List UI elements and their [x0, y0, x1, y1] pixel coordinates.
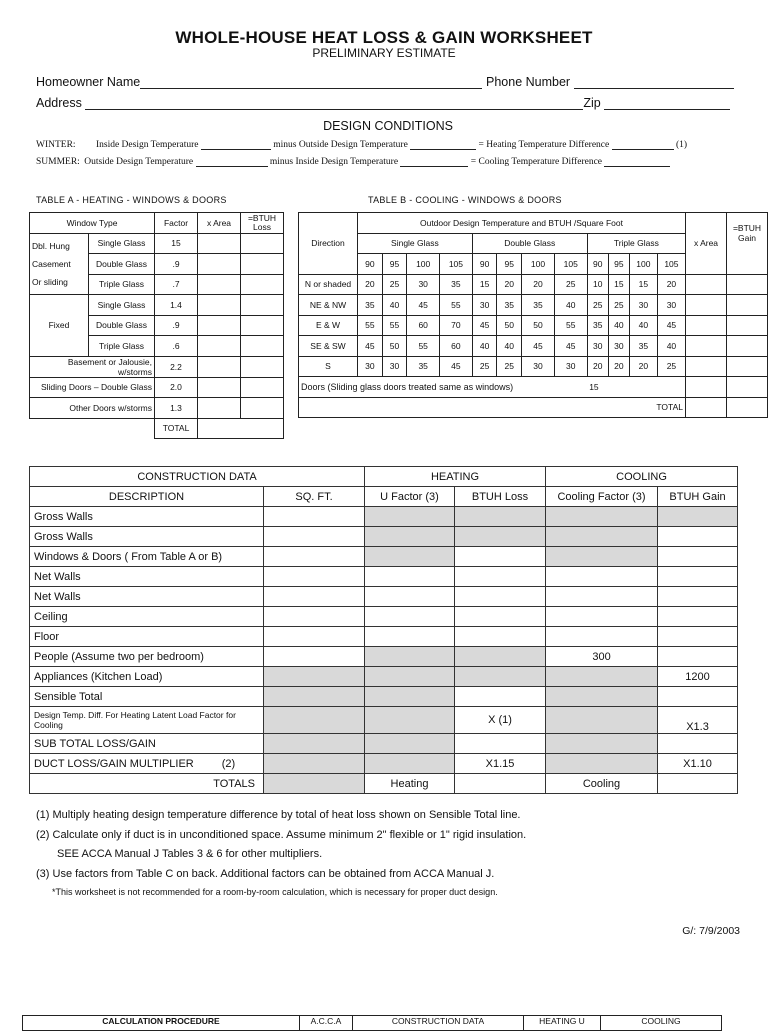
table-b-area-cell[interactable]: [686, 274, 727, 295]
shaded-cell: [455, 667, 546, 687]
homeowner-label: Homeowner Name: [36, 75, 141, 89]
direction-cell: E & W: [299, 315, 358, 336]
group-label: Or sliding: [32, 276, 68, 287]
input-cell[interactable]: [658, 587, 738, 607]
temp-header: 100: [629, 254, 657, 275]
table-b-gain-cell[interactable]: [727, 274, 768, 295]
table-b-row: [299, 274, 768, 295]
table-a-header-window-type: Window Type: [30, 213, 155, 234]
input-cell[interactable]: [658, 607, 738, 627]
value-cell: 20: [358, 274, 383, 295]
table-a-factor: .6: [155, 336, 198, 357]
input-cell[interactable]: [658, 547, 738, 567]
col-cooling-factor: Cooling Factor (3): [546, 487, 658, 507]
input-cell[interactable]: [264, 587, 365, 607]
table-a-loss-cell[interactable]: [241, 398, 284, 419]
table-a-loss-cell[interactable]: [241, 295, 284, 316]
shaded-cell: [365, 734, 455, 754]
row-label: SUB TOTAL LOSS/GAIN: [30, 734, 264, 754]
value-cell: 55: [440, 295, 473, 316]
acca-header: A.C.C.A: [300, 1016, 353, 1031]
table-a-area-cell[interactable]: [198, 398, 241, 419]
table-b-area-cell[interactable]: [686, 356, 727, 377]
value-cell: 35: [629, 336, 657, 357]
temp-header: 105: [440, 254, 473, 275]
shaded-cell: [546, 507, 658, 527]
value-cell: 30: [629, 295, 657, 316]
input-cell[interactable]: [658, 734, 738, 754]
value-cell: 30: [382, 356, 407, 377]
row-label: Gross Walls: [30, 507, 264, 527]
phone-row: [486, 75, 734, 89]
table-a-factor: .7: [155, 274, 198, 295]
direction-cell: S: [299, 356, 358, 377]
cooling-bottom-header: COOLING: [601, 1016, 722, 1031]
table-a-header-x-area: x Area: [198, 213, 241, 234]
input-cell[interactable]: [658, 527, 738, 547]
phone-label: Phone Number: [486, 75, 571, 89]
shaded-cell: [365, 507, 455, 527]
shaded-cell: [546, 667, 658, 687]
value-cell: 60: [407, 315, 440, 336]
winter-inside-temp-label: Inside Design Temperature: [95, 140, 199, 150]
input-cell[interactable]: [546, 567, 658, 587]
input-cell[interactable]: [546, 587, 658, 607]
value-cell: 40: [472, 336, 497, 357]
value-cell: 35: [407, 356, 440, 377]
shaded-cell: [546, 527, 658, 547]
input-cell[interactable]: [658, 627, 738, 647]
table-a-type: Double Glass: [89, 254, 155, 275]
address-field[interactable]: [85, 97, 583, 110]
value-cell: 25: [554, 274, 587, 295]
shaded-cell: [546, 707, 658, 734]
shaded-cell: [455, 527, 546, 547]
value-cell: 20: [497, 274, 522, 295]
table-a-factor: .9: [155, 315, 198, 336]
address-row: [36, 96, 730, 110]
table-a-loss-cell[interactable]: [241, 336, 284, 357]
value-cell: 40: [497, 336, 522, 357]
shaded-cell: [365, 707, 455, 734]
value-cell: 30: [407, 274, 440, 295]
table-a-loss-cell[interactable]: [241, 356, 284, 377]
table-a-loss-cell[interactable]: [241, 377, 284, 398]
calculation-procedure-table: [22, 1015, 722, 1031]
table-b: [298, 212, 768, 418]
totals-cooling: Cooling: [546, 774, 658, 794]
table-a-loss-cell[interactable]: [241, 315, 284, 336]
table-b-gain-cell[interactable]: [727, 377, 768, 398]
table-b-total-gain-cell[interactable]: [727, 397, 768, 418]
row-label: People (Assume two per bedroom): [30, 647, 264, 667]
table-a-total-label: TOTAL: [155, 418, 198, 439]
homeowner-name-field[interactable]: [140, 76, 482, 89]
table-a-group-fixed: Fixed: [30, 295, 89, 357]
table-a-total-cell[interactable]: [198, 418, 284, 439]
input-cell[interactable]: [455, 587, 546, 607]
table-b-row: [299, 295, 768, 316]
input-cell[interactable]: [264, 627, 365, 647]
shaded-cell: [546, 734, 658, 754]
value-cell: 55: [358, 315, 383, 336]
input-cell[interactable]: [455, 734, 546, 754]
construction-data-header: CONSTRUCTION DATA: [30, 467, 365, 487]
value-cell: 60: [440, 336, 473, 357]
disclaimer: *This worksheet is not recommended for a room-by-room calculation, which is necessary for proper duct design.: [52, 887, 498, 897]
table-b-caption: TABLE B - COOLING - WINDOWS & DOORS: [368, 195, 562, 205]
input-cell[interactable]: [264, 607, 365, 627]
zip-label: Zip: [583, 96, 601, 110]
input-cell[interactable]: [546, 607, 658, 627]
row-label: Floor: [30, 627, 264, 647]
value-cell: 25: [382, 274, 407, 295]
value-cell: 50: [382, 336, 407, 357]
value-cell: 30: [587, 336, 608, 357]
summer-label: SUMMER:: [36, 157, 80, 167]
table-a-type: Triple Glass: [89, 274, 155, 295]
input-cell[interactable]: [264, 507, 365, 527]
shaded-cell: [264, 687, 365, 707]
shaded-cell: [455, 507, 546, 527]
value-cell: 35: [522, 295, 555, 316]
table-b-direction-header: Direction: [299, 213, 358, 275]
value-cell: 40: [382, 295, 407, 316]
temp-header: 100: [407, 254, 440, 275]
heating-temp-diff-label: = Heating Temperature Difference: [478, 140, 610, 150]
design-conditions-title: DESIGN CONDITIONS: [323, 119, 453, 133]
value-cell: 25: [587, 295, 608, 316]
input-cell[interactable]: [455, 774, 546, 794]
table-b-gain-cell[interactable]: [727, 295, 768, 316]
table-a-type: Triple Glass: [89, 336, 155, 357]
table-b-total-area-cell[interactable]: [686, 397, 727, 418]
note-1: (1) Multiply heating design temperature difference by total of heat loss shown on Sensible Total line.: [36, 809, 521, 821]
temp-header: 90: [587, 254, 608, 275]
value-cell: 20: [629, 356, 657, 377]
col-btuh-loss: BTUH Loss: [455, 487, 546, 507]
summer-inside-temp-field[interactable]: [400, 157, 468, 167]
input-cell[interactable]: [658, 647, 738, 667]
value-cell: 50: [497, 315, 522, 336]
shaded-cell: [365, 647, 455, 667]
table-b-doors-value: 15: [587, 377, 685, 398]
temp-header: 95: [608, 254, 629, 275]
duct-label: DUCT LOSS/GAIN MULTIPLIER: [34, 757, 194, 770]
value-cell: 30: [554, 356, 587, 377]
value-cell: 55: [382, 315, 407, 336]
value-cell: 20: [522, 274, 555, 295]
heating-header: HEATING: [365, 467, 546, 487]
input-cell[interactable]: [455, 687, 546, 707]
value-cell: 15: [608, 274, 629, 295]
shaded-cell: [365, 547, 455, 567]
shaded-cell: [365, 687, 455, 707]
value-cell: 10: [587, 274, 608, 295]
value-cell: 45: [472, 315, 497, 336]
winter-inside-temp-field[interactable]: [201, 140, 271, 150]
table-a-loss-cell[interactable]: [241, 254, 284, 275]
value-cell: 40: [657, 336, 685, 357]
temp-header: 95: [497, 254, 522, 275]
address-label: Address: [36, 96, 82, 110]
table-b-btuh-gain-header: =BTUH Gain: [727, 213, 768, 275]
row-label: Net Walls: [30, 567, 264, 587]
shaded-cell: [365, 527, 455, 547]
shaded-cell: [264, 774, 365, 794]
homeowner-row: [36, 75, 482, 89]
value-cell: 50: [522, 315, 555, 336]
duct-cooling-multiplier: X1.10: [658, 754, 738, 774]
group-label: Dbl. Hung: [32, 240, 70, 251]
col-sq-ft: SQ. FT.: [264, 487, 365, 507]
table-a-type: Single Glass: [89, 233, 155, 254]
value-cell: 25: [497, 356, 522, 377]
shaded-cell: [264, 707, 365, 734]
value-cell: 70: [440, 315, 473, 336]
input-cell[interactable]: [264, 547, 365, 567]
duct-heating-multiplier: X1.15: [455, 754, 546, 774]
input-cell[interactable]: [658, 687, 738, 707]
shaded-cell: [365, 754, 455, 774]
row-label: Sensible Total: [30, 687, 264, 707]
note-3: (3) Use factors from Table C on back. Additional factors can be obtained from ACCA Manual J.: [36, 867, 495, 880]
latent-cooling: X1.3: [658, 707, 738, 734]
table-a-area-cell[interactable]: [198, 377, 241, 398]
construction-table: [29, 466, 738, 794]
summer-outside-temp-label: Outside Design Temperature: [84, 157, 194, 167]
winter-label: WINTER:: [36, 140, 76, 150]
value-cell: 30: [472, 295, 497, 316]
note-2-cont: SEE ACCA Manual J Tables 3 & 6 for other multipliers.: [57, 848, 323, 860]
value-cell: 30: [657, 295, 685, 316]
construction-data-bottom-header: CONSTRUCTION DATA: [353, 1016, 524, 1031]
direction-cell: SE & SW: [299, 336, 358, 357]
value-cell: 40: [629, 315, 657, 336]
value-cell: 45: [358, 336, 383, 357]
phone-number-field[interactable]: [574, 76, 734, 89]
input-cell[interactable]: [264, 527, 365, 547]
temp-header: 100: [522, 254, 555, 275]
value-cell: 25: [608, 295, 629, 316]
table-a-group-hung: [30, 233, 89, 295]
value-cell: 30: [522, 356, 555, 377]
value-cell: 15: [629, 274, 657, 295]
winter-outside-temp-label: minus Outside Design Temperature: [273, 140, 408, 150]
shaded-cell: [658, 507, 738, 527]
winter-outside-temp-field[interactable]: [410, 140, 476, 150]
people-factor: 300: [546, 647, 658, 667]
temp-header: 95: [382, 254, 407, 275]
shaded-cell: [455, 647, 546, 667]
table-a-caption: TABLE A - HEATING - WINDOWS & DOORS: [36, 195, 227, 205]
input-cell[interactable]: [658, 774, 738, 794]
table-a-factor: 1.3: [155, 398, 198, 419]
table-b-glass-type: Single Glass: [358, 233, 473, 254]
input-cell[interactable]: [455, 547, 546, 567]
input-cell[interactable]: [455, 627, 546, 647]
summer-inside-temp-label: minus Inside Design Temperature: [269, 157, 399, 167]
table-b-glass-type: Double Glass: [472, 233, 587, 254]
group-label: Casement: [32, 258, 71, 269]
heating-u-header: HEATING U: [524, 1016, 601, 1031]
input-cell[interactable]: [546, 627, 658, 647]
appliance-load: 1200: [658, 667, 738, 687]
table-a-area-cell[interactable]: [198, 336, 241, 357]
table-a-header-factor: Factor: [155, 213, 198, 234]
value-cell: 55: [407, 336, 440, 357]
value-cell: 15: [472, 274, 497, 295]
value-cell: 20: [657, 274, 685, 295]
direction-cell: NE & NW: [299, 295, 358, 316]
value-cell: 25: [657, 356, 685, 377]
value-cell: 35: [587, 315, 608, 336]
input-cell[interactable]: [365, 627, 455, 647]
totals-heating: Heating: [365, 774, 455, 794]
table-b-doors-text: Doors (Sliding glass doors treated same as windows): [299, 377, 588, 398]
table-b-gain-cell[interactable]: [727, 336, 768, 357]
value-cell: 30: [608, 336, 629, 357]
input-cell[interactable]: [658, 567, 738, 587]
table-a-type: Single Glass: [89, 295, 155, 316]
value-cell: 40: [554, 295, 587, 316]
table-a-loss-cell[interactable]: [241, 274, 284, 295]
row-label: Appliances (Kitchen Load): [30, 667, 264, 687]
shaded-cell: [264, 734, 365, 754]
table-a-factor: 2.2: [155, 356, 198, 377]
table-a-type: Basement or Jalousie, w/storms: [30, 356, 155, 377]
shaded-cell: [546, 754, 658, 774]
shaded-cell: [264, 667, 365, 687]
table-b-total-label: TOTAL: [299, 397, 686, 418]
table-b-glass-type: Triple Glass: [587, 233, 685, 254]
shaded-cell: [546, 687, 658, 707]
value-cell: 35: [497, 295, 522, 316]
row-label: Net Walls: [30, 587, 264, 607]
date-code: G/: 7/9/2003: [682, 925, 740, 937]
direction-cell: N or shaded: [299, 274, 358, 295]
input-cell[interactable]: [264, 567, 365, 587]
table-a-factor: 15: [155, 233, 198, 254]
table-a-header-btuh-loss: =BTUH Loss: [241, 213, 284, 234]
temp-header: 90: [472, 254, 497, 275]
latent-heating: X (1): [455, 707, 546, 734]
value-cell: 55: [554, 315, 587, 336]
winter-row: [36, 140, 687, 150]
table-b-header: Outdoor Design Temperature and BTUH /Square Foot: [358, 213, 686, 234]
table-b-row: [299, 356, 768, 377]
table-a-area-cell[interactable]: [198, 274, 241, 295]
summer-outside-temp-field[interactable]: [196, 157, 268, 167]
table-b-gain-cell[interactable]: [727, 315, 768, 336]
input-cell[interactable]: [264, 647, 365, 667]
table-a-factor: .9: [155, 254, 198, 275]
table-a-type: Sliding Doors – Double Glass: [30, 377, 155, 398]
table-a-area-cell[interactable]: [198, 233, 241, 254]
col-u-factor: U Factor (3): [365, 487, 455, 507]
temp-header: 105: [657, 254, 685, 275]
summer-row: [36, 157, 670, 167]
table-b-area-cell[interactable]: [686, 315, 727, 336]
value-cell: 20: [608, 356, 629, 377]
heating-temp-diff-field[interactable]: [612, 140, 674, 150]
table-b-gain-cell[interactable]: [727, 356, 768, 377]
input-cell[interactable]: [365, 567, 455, 587]
value-cell: 35: [358, 295, 383, 316]
col-description: DESCRIPTION: [30, 487, 264, 507]
cooling-header: COOLING: [546, 467, 738, 487]
worksheet-title: WHOLE-HOUSE HEAT LOSS & GAIN WORKSHEET: [175, 28, 593, 47]
shaded-cell: [365, 667, 455, 687]
table-a-area-cell[interactable]: [198, 295, 241, 316]
cooling-temp-diff-label: = Cooling Temperature Difference: [470, 157, 603, 167]
table-b-area-cell[interactable]: [686, 295, 727, 316]
cooling-temp-diff-field[interactable]: [604, 157, 670, 167]
value-cell: 35: [440, 274, 473, 295]
table-a-area-cell[interactable]: [198, 356, 241, 377]
table-a-type: Other Doors w/storms: [30, 398, 155, 419]
temp-header: 105: [554, 254, 587, 275]
row-label: [30, 754, 264, 774]
row-label: Gross Walls: [30, 527, 264, 547]
table-a-factor: 2.0: [155, 377, 198, 398]
row-label: Ceiling: [30, 607, 264, 627]
notes: [36, 806, 526, 884]
table-b-area-cell[interactable]: [686, 377, 727, 398]
table-a-type: Double Glass: [89, 315, 155, 336]
table-a-loss-cell[interactable]: [241, 233, 284, 254]
value-cell: 20: [587, 356, 608, 377]
note-2: (2) Calculate only if duct is in unconditioned space. Assume minimum 2" flexible or 1" rigid insulation.: [36, 828, 527, 841]
value-cell: 25: [472, 356, 497, 377]
input-cell[interactable]: [365, 587, 455, 607]
table-b-row: [299, 315, 768, 336]
input-cell[interactable]: [365, 607, 455, 627]
table-a-area-cell[interactable]: [198, 254, 241, 275]
input-cell[interactable]: [455, 607, 546, 627]
value-cell: 45: [554, 336, 587, 357]
value-cell: 40: [608, 315, 629, 336]
shaded-cell: [546, 547, 658, 567]
input-cell[interactable]: [455, 567, 546, 587]
row-label: Windows & Doors ( From Table A or B): [30, 547, 264, 567]
row-label: Design Temp. Diff. For Heating Latent Load Factor for Cooling: [30, 707, 264, 734]
duct-note-ref: (2): [221, 757, 236, 770]
table-b-area-cell[interactable]: [686, 336, 727, 357]
calc-procedure-header: CALCULATION PROCEDURE: [23, 1016, 300, 1031]
zip-field[interactable]: [604, 97, 730, 110]
worksheet-subtitle: PRELIMINARY ESTIMATE: [312, 46, 456, 60]
temp-header: 90: [358, 254, 383, 275]
value-cell: 45: [522, 336, 555, 357]
table-a-area-cell[interactable]: [198, 315, 241, 336]
shaded-cell: [264, 754, 365, 774]
value-cell: 45: [440, 356, 473, 377]
winter-note-ref: (1): [675, 140, 688, 150]
totals-label: TOTALS: [30, 774, 264, 794]
value-cell: 30: [358, 356, 383, 377]
table-a-factor: 1.4: [155, 295, 198, 316]
col-btuh-gain: BTUH Gain: [658, 487, 738, 507]
table-b-x-area-header: x Area: [686, 213, 727, 275]
value-cell: 45: [407, 295, 440, 316]
value-cell: 45: [657, 315, 685, 336]
table-b-row: [299, 336, 768, 357]
table-a: [29, 212, 284, 439]
